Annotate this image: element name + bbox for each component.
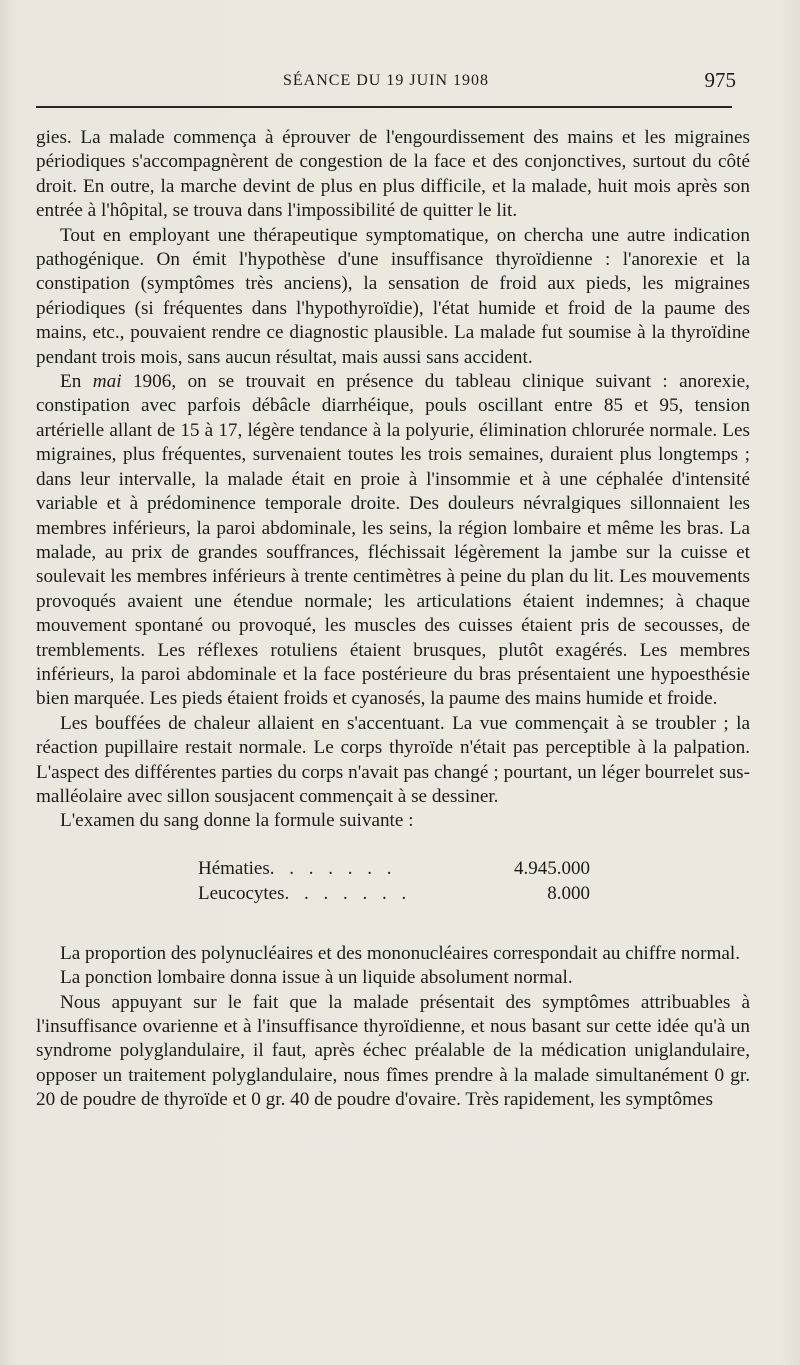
row-label: Leucocytes. . . . . . .	[198, 882, 412, 904]
paragraph-2: Tout en employant une thérapeutique symptomatique, on chercha une autre indication pathogénique. On émit l'hypothèse d'une insuffisance thyroïdienne : l'anorexie et la constipation (symptômes très anciens), la sensation de froid aux pieds, les migraines périodiques (si fréquentes dans l'hypothyroïdie), l'état humide et froid de la paume des mains, etc., pouvaient rendre ce diagnostic plausible. La malade fut soumise à la thyroïdine pendant trois mois, sans aucun résultat, mais aussi sans accident.	[36, 224, 750, 368]
running-head: SÉANCE DU 19 JUIN 1908	[283, 72, 489, 89]
header-rule	[36, 106, 732, 108]
paragraph-6: La proportion des polynucléaires et des mononucléaires correspondait au chiffre normal.	[60, 942, 741, 964]
paragraph-1: gies. La malade commença à éprouver de l'engourdissement des mains et les migraines périodiques s'accompagnèrent de congestion de la face et des conjonctives, surtout du côté droit. En outre, la marche devint de plus en plus difficile, et la malade, huit mois après son entrée à l'hôpital, se trouva dans l'impossibilité de quitter le lit.	[36, 127, 750, 222]
paragraph-4: Les bouffées de chaleur allaient en s'accentuant. La vue commençait à se troubler ; la réaction pupillaire restait normale. Le corps thyroïde n'était pas perceptible à la palpation. L'aspect des différentes parties du corps n'avait pas changé ; pourtant, un léger bourrelet sus-malléolaire avec sillon sousjacent commençait à se dessiner.	[36, 712, 750, 807]
row-value: 8.000	[547, 882, 590, 904]
paragraph-5: L'examen du sang donne la formule suivante :	[60, 810, 414, 832]
page-header	[36, 68, 736, 98]
paragraph-3-italic: mai	[92, 371, 122, 393]
paragraph-3	[36, 370, 750, 712]
blood-count-table	[198, 856, 590, 906]
row-label: Hématies. . . . . . .	[198, 857, 397, 879]
paragraph-7: La ponction lombaire donna issue à un liquide absolument normal.	[60, 967, 573, 989]
table-row	[198, 856, 590, 881]
paragraph-3-rest: 1906, on se trouvait en présence du tableau clinique suivant : anorexie, constipation avec parfois débâcle diarrhéique, pouls oscillant entre 85 et 95, tension artérielle allant de 15 à 17, légère tendance à la polyurie, élimination chlorurée normale. Les migraines, plus fréquentes, survenaient toutes les trois semaines, duraient plus longtemps ; dans leur intervalle, la malade était en proie à l'insommie et à une céphalée d'intensité variable et à prédominence temporale droite. Des douleurs névralgiques sillonnaient les membres inférieurs, la paroi abdominale, les seins, la région lombaire et même les bras. La malade, au prix de grandes souffrances, fléchissait légèrement la jambe sur la cuisse et soulevait les membres inférieurs à trente centimètres à peine du plan du lit. Les mouvements provoqués avaient une étendue normale; les articulations étaient indemnes; à chaque mouvement spontané ou provoqué, les muscles des cuisses étaient pris de secousses, de tremblements. Les réflexes rotuliens étaient brusques, plutôt exagérés. Les membres inférieurs, la paroi abdominale et la face postérieure du bras présentaient une hypoesthésie bien marquée. Les pieds étaient froids et cyanosés, la paume des mains humide et froide.	[36, 371, 750, 710]
body-text	[36, 126, 750, 1113]
paragraph-8: Nous appuyant sur le fait que la malade présentait des symptômes attribuables à l'insuffisance ovarienne et à l'insuffisance thyroïdienne, et nous basant sur cette idée qu'à un syndrome polyglandulaire, il faut, après échec préalable de la médication uniglandulaire, opposer un traitement polyglandulaire, nous fîmes prendre à la malade simultanément 0 gr. 20 de poudre de thyroïde et 0 gr. 40 de poudre d'ovaire. Très rapidement, les symptômes	[36, 991, 750, 1111]
paragraph-3-lead: En	[60, 371, 93, 393]
page-number: 975	[704, 68, 736, 92]
row-value: 4.945.000	[514, 857, 590, 879]
dot-leader: . . . . . . .	[284, 882, 412, 904]
dot-leader: . . . . . . .	[269, 857, 397, 879]
table-row	[198, 881, 590, 906]
